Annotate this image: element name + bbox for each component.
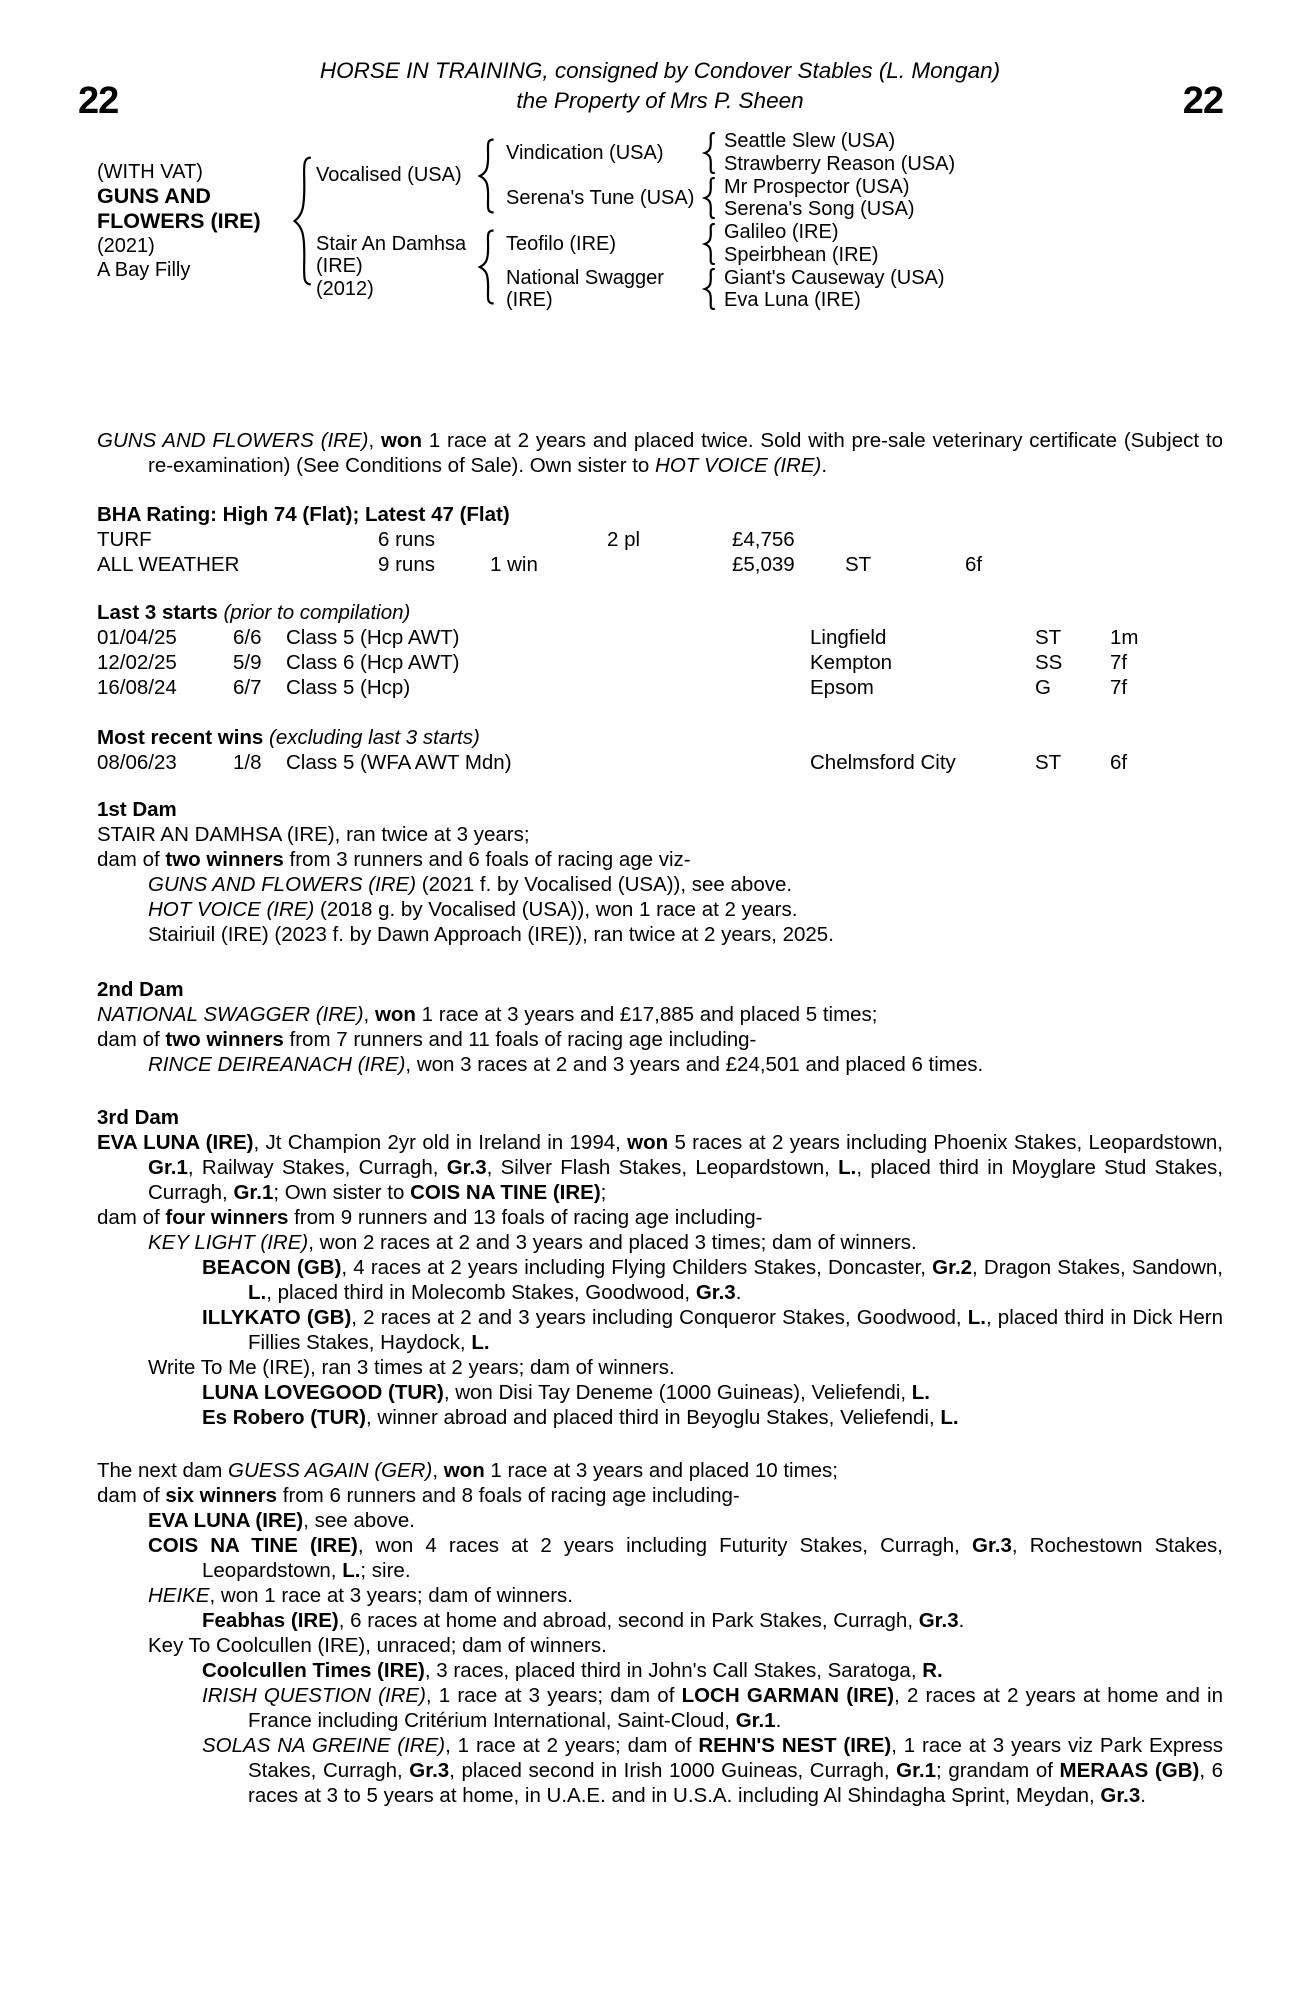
dam-line: dam of four winners from 9 runners and 13 foals of racing age including- (97, 1206, 763, 1229)
race-course: Lingfield (810, 626, 887, 649)
progeny-line: Key To Coolcullen (IRE), unraced; dam of winners. (148, 1634, 607, 1657)
second-dam-section (97, 977, 1223, 1077)
race-distance: 7f (1110, 651, 1128, 674)
runs-value: 6 runs (378, 528, 435, 551)
wins-value: 1 win (490, 553, 538, 576)
dam-line: dam of two winners from 3 runners and 6 foals of racing age viz- (97, 848, 691, 871)
distance-value (965, 527, 1223, 552)
earnings-value: £5,039 (732, 553, 795, 576)
dam-line: dam of two winners from 7 runners and 11 foals of racing age including- (97, 1028, 757, 1051)
race-going: G (1035, 676, 1051, 699)
table-row (97, 527, 1223, 552)
race-class: Class 6 (Hcp AWT) (286, 651, 460, 674)
great-grandparents (724, 130, 1223, 176)
grandsire-name-line: Teofilo (IRE) (506, 232, 617, 255)
progeny-line: IRISH QUESTION (IRE), 1 race at 3 years; dam of LOCH GARMAN (IRE), 2 races at 2 years at home and in France including Critérium International, Saint-Cloud, Gr.1. (202, 1684, 1224, 1732)
progeny-line: Es Robero (TUR), winner abroad and placed third in Beyoglu Stakes, Veliefendi, L. (202, 1406, 959, 1429)
pedigree-brace (476, 229, 498, 305)
progeny-line: HOT VOICE (IRE) (2018 g. by Vocalised (USA)), won 1 race at 2 years. (148, 898, 798, 921)
progeny-line: BEACON (GB), 4 races at 2 years including Flying Childers Stakes, Doncaster, Gr.2, Dragon Stakes, Sandown, L., placed third in Molecomb Stakes, Goodwood, Gr.3. (202, 1256, 1223, 1304)
race-date: 08/06/23 (97, 751, 177, 774)
going-value: ST (845, 553, 872, 576)
race-going: ST (1035, 626, 1062, 649)
sire-branch (316, 130, 1223, 221)
race-date: 12/02/25 (97, 651, 177, 674)
race-class: Class 5 (Hcp) (286, 676, 411, 699)
pedigree-brace (702, 223, 718, 265)
granddam-name-line: (IRE) (506, 289, 553, 312)
pedigree-brace (476, 138, 498, 214)
progeny-line: COIS NA TINE (IRE), won 4 races at 2 years including Futurity Stakes, Curragh, Gr.3, Rochestown Stakes, Leopardstown, L.; sire. (148, 1534, 1223, 1582)
pedigree-brace (702, 132, 718, 174)
dam-parents (498, 221, 1223, 312)
progeny-line: KEY LIGHT (IRE), won 2 races at 2 and 3 years and placed 3 times; dam of winners. (148, 1231, 917, 1254)
table-row (97, 650, 1223, 675)
dam-line: The next dam GUESS AGAIN (GER), won 1 race at 3 years and placed 10 times; (97, 1459, 838, 1482)
sire-name (316, 130, 476, 221)
table-row (97, 552, 1223, 577)
progeny-line: Coolcullen Times (IRE), 3 races, placed third in John's Call Stakes, Saratoga, R. (202, 1659, 943, 1682)
granddam-name (506, 176, 702, 222)
places-value (607, 552, 732, 577)
progeny-line: EVA LUNA (IRE), see above. (148, 1509, 415, 1532)
vat-note: (WITH VAT) (97, 161, 203, 183)
wins-value (490, 527, 607, 552)
heading-text: Last 3 starts (97, 601, 218, 624)
pedigree-chart (97, 130, 1223, 312)
progeny-line: Feabhas (IRE), 6 races at home and abroad, second in Park Stakes, Curragh, Gr.3. (202, 1609, 965, 1632)
earnings-value: £4,756 (732, 528, 795, 551)
pedigree-brace (702, 268, 718, 310)
ancestor-name: Eva Luna (IRE) (724, 289, 861, 312)
heading-text: Most recent wins (97, 726, 264, 749)
recent-wins-section (97, 725, 1223, 775)
runs-value: 9 runs (378, 553, 435, 576)
race-distance: 6f (1110, 751, 1128, 774)
progeny-line: ILLYKATO (GB), 2 races at 2 and 3 years including Conqueror Stakes, Goodwood, L., placed third in Dick Hern Fillies Stakes, Haydock, L. (202, 1306, 1223, 1354)
dam-branch (316, 221, 1223, 312)
race-going: ST (1035, 751, 1062, 774)
great-grandparents (724, 176, 1223, 222)
dam-name (316, 221, 476, 312)
progeny-line: LUNA LOVEGOOD (TUR), won Disi Tay Deneme (1000 Guineas), Veliefendi, L. (202, 1381, 930, 1404)
granddam-branch (498, 176, 1223, 222)
places-value: 2 pl (607, 528, 641, 551)
sire-parents (498, 130, 1223, 221)
race-date: 01/04/25 (97, 626, 177, 649)
race-going: SS (1035, 651, 1063, 674)
race-course: Kempton (810, 651, 893, 674)
table-row (97, 675, 1223, 700)
last-3-starts-section (97, 600, 1223, 700)
foaling-year: (2021) (97, 235, 155, 257)
bha-rating-heading: BHA Rating: High 74 (Flat); Latest 47 (Flat) (97, 503, 510, 526)
race-position: 6/7 (233, 676, 262, 699)
pedigree-brace (702, 177, 718, 219)
ancestor-name: Serena's Song (USA) (724, 198, 915, 221)
race-date: 16/08/24 (97, 676, 177, 699)
dam-name-line: Stair An Damhsa (316, 232, 467, 255)
grandsire-name (506, 130, 702, 176)
going-value (845, 527, 965, 552)
third-dam-section (97, 1105, 1223, 1430)
race-distance: 1m (1110, 626, 1139, 649)
ancestor-name: Giant's Causeway (USA) (724, 266, 945, 289)
property-line: the Property of Mrs P. Sheen (516, 88, 804, 113)
recent-wins-heading (97, 725, 1223, 750)
next-dam-section (97, 1458, 1223, 1808)
granddam-name (506, 267, 702, 313)
distance-value: 6f (965, 553, 983, 576)
race-position: 5/9 (233, 651, 262, 674)
race-distance: 7f (1110, 676, 1128, 699)
progeny-line: Stairiuil (IRE) (2023 f. by Dawn Approach (IRE)), ran twice at 2 years, 2025. (148, 923, 834, 946)
race-course: Epsom (810, 676, 874, 699)
consignor-line: HORSE IN TRAINING, consigned by Condover Stables (L. Mongan) (319, 58, 1001, 83)
lot-number-left: 22 (78, 80, 119, 122)
progeny-line: SOLAS NA GREINE (IRE), 1 race at 2 years; dam of REHN'S NEST (IRE), 1 race at 3 years viz Park Express Stakes, Curragh, Gr.3, placed second in Irish 1000 Guineas, Curragh, Gr.1; grandam of MERAAS (GB), 6 races at 3 to 5 years at home, in U.A.E. and in U.S.A. including Al Shindagha Sprint, Meydan, Gr.3. (202, 1734, 1224, 1807)
progeny-line: RINCE DEIREANACH (IRE), won 3 races at 2 and 3 years and £24,501 and placed 6 times. (148, 1053, 984, 1076)
progeny-line: HEIKE, won 1 race at 3 years; dam of winners. (148, 1584, 574, 1607)
table-row (97, 625, 1223, 650)
granddam-branch (498, 267, 1223, 313)
race-class: Class 5 (Hcp AWT) (286, 626, 460, 649)
ancestor-name: Mr Prospector (USA) (724, 175, 910, 198)
dam-name-line: (IRE) (316, 255, 363, 278)
great-grandparents (724, 267, 1223, 313)
grandsire-branch (498, 130, 1223, 176)
gen1-column (316, 130, 1223, 312)
pedigree-brace (290, 155, 316, 287)
page-content (78, 0, 1224, 1808)
horse-name: GUNS AND FLOWERS (IRE) (97, 184, 261, 233)
dam-name-line: (2012) (316, 277, 374, 300)
table-row (97, 750, 1223, 775)
race-position: 6/6 (233, 626, 262, 649)
section-heading: 2nd Dam (97, 978, 184, 1001)
progeny-line: Write To Me (IRE), ran 3 times at 2 years; dam of winners. (148, 1356, 675, 1379)
dam-line: dam of six winners from 6 runners and 8 foals of racing age including- (97, 1484, 740, 1507)
horse-description: A Bay Filly (97, 259, 191, 281)
grandsire-name-line: Vindication (USA) (506, 141, 664, 164)
race-position: 1/8 (233, 751, 262, 774)
ancestor-name: Speirbhean (IRE) (724, 243, 879, 266)
granddam-name-line: National Swagger (506, 266, 664, 289)
granddam-name-line: Serena's Tune (USA) (506, 187, 695, 209)
heading-note: (prior to compilation) (223, 601, 411, 624)
first-dam-section (97, 797, 1223, 947)
bha-rating-section (97, 502, 1223, 577)
page-header (97, 0, 1223, 116)
ancestor-name: Galileo (IRE) (724, 221, 839, 244)
sire-name-line: Vocalised (USA) (316, 164, 462, 187)
section-heading: 1st Dam (97, 798, 177, 821)
race-course: Chelmsford City (810, 751, 956, 774)
last-3-starts-heading (97, 600, 1223, 625)
ancestor-name: Strawberry Reason (USA) (724, 152, 956, 175)
race-class: Class 5 (WFA AWT Mdn) (286, 751, 512, 774)
surface-label: ALL WEATHER (97, 553, 240, 576)
grandsire-branch (498, 221, 1223, 267)
heading-note: (excluding last 3 starts) (269, 726, 480, 749)
lot-number-right: 22 (1182, 80, 1223, 122)
ancestor-name: Seattle Slew (USA) (724, 130, 896, 153)
grandsire-name (506, 221, 702, 267)
surface-label: TURF (97, 528, 152, 551)
race-summary-paragraph: GUNS AND FLOWERS (IRE), won 1 race at 2 years and placed twice. Sold with pre-sale veterinary certificate (Subject to re-examination) (See Conditions of Sale). Own sister to HOT VOICE (IRE). (97, 429, 1223, 477)
progeny-line: GUNS AND FLOWERS (IRE) (2021 f. by Vocalised (USA)), see above. (148, 873, 793, 896)
great-grandparents (724, 221, 1223, 267)
dam-line: STAIR AN DAMHSA (IRE), ran twice at 3 years; (97, 823, 530, 846)
dam-paragraph: EVA LUNA (IRE), Jt Champion 2yr old in Ireland in 1994, won 5 races at 2 years including Phoenix Stakes, Leopardstown, Gr.1, Railway Stakes, Curragh, Gr.3, Silver Flash Stakes, Leopardstown, L., placed third in Moyglare Stud Stakes, Curragh, Gr.1; Own sister to COIS NA TINE (IRE); (97, 1131, 1223, 1204)
horse-info (97, 130, 290, 312)
section-heading: 3rd Dam (97, 1106, 180, 1129)
dam-line: NATIONAL SWAGGER (IRE), won 1 race at 3 years and £17,885 and placed 5 times; (97, 1003, 878, 1026)
